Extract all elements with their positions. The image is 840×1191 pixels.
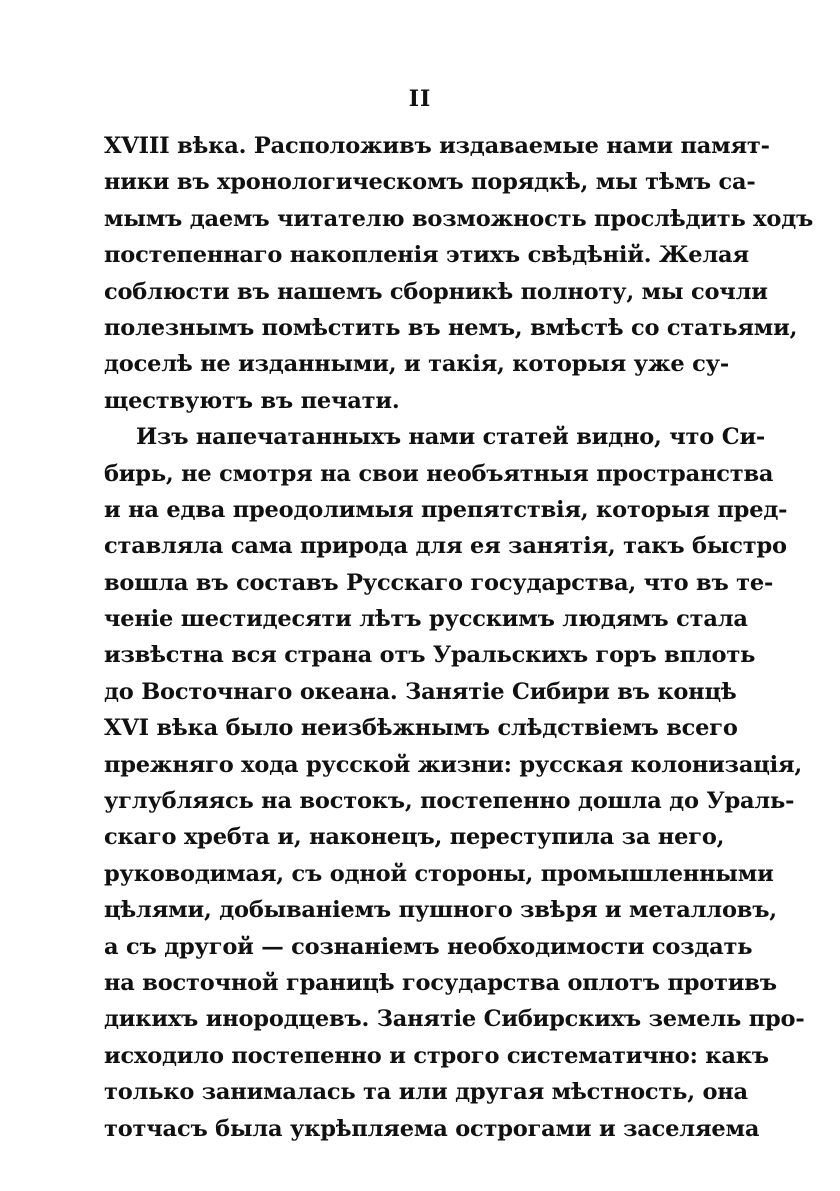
text-line: углубляясь на востокъ, постепенно дошла до Ураль-	[104, 788, 795, 815]
text-line: на восточной границѣ государства оплотъ противъ	[104, 969, 777, 996]
text-line: только занималась та или другая мѣстность, она	[104, 1079, 748, 1106]
text-line: и на едва преодолимыя препятствія, которыя пред-	[104, 496, 788, 523]
text-line: полезнымъ помѣстить въ немъ, вмѣстѣ со статьями,	[104, 314, 798, 341]
text-line: руководимая, съ одной стороны, промышленными	[104, 860, 774, 887]
paragraph-first-line: Изъ напечатанныхъ нами статей видно, что Си-	[136, 424, 766, 451]
page-number: II	[408, 86, 432, 112]
text-line: цѣлями, добываніемъ пушного звѣря и металловъ,	[104, 897, 777, 924]
text-line: до Восточнаго океана. Занятіе Сибири въ концѣ	[104, 678, 737, 705]
text-line: ники въ хронологическомъ порядкѣ, мы тѣмъ са-	[104, 169, 756, 196]
text-line: ченіе шестидесяти лѣтъ русскимъ людямъ стала	[104, 606, 748, 633]
text-line: дикихъ инородцевъ. Занятіе Сибирскихъ земель про-	[104, 1006, 805, 1033]
body-text	[104, 128, 814, 1147]
text-line: постепеннаго накопленія этихъ свѣдѣній. Желая	[104, 242, 749, 269]
text-line: мымъ даемъ читателю возможность прослѣдить ходъ	[104, 205, 814, 232]
text-line: вошла въ составъ Русскаго государства, что въ те-	[104, 569, 774, 596]
paragraph-last-line: ществуютъ въ печати.	[104, 387, 400, 414]
text-line: XVIII вѣка. Расположивъ издаваемые нами памят-	[104, 133, 770, 159]
text-line: XVI вѣка было неизбѣжнымъ слѣдствіемъ всего	[104, 715, 738, 742]
text-line: тотчасъ была укрѣпляема острогами и заселяема	[104, 1115, 760, 1142]
text-line: бирь, не смотря на свои необъятныя пространства	[104, 460, 774, 487]
text-line: прежняго хода русской жизни: русская колонизація,	[104, 751, 803, 778]
text-line: доселѣ не изданными, и такія, которыя уже су-	[104, 351, 729, 378]
text-line: скаго хребта и, наконецъ, переступила за него,	[104, 824, 725, 851]
text-line: извѣстна вся страна отъ Уральскихъ горъ вплоть	[104, 642, 756, 669]
text-line: ставляла сама природа для ея занятія, такъ быстро	[104, 533, 787, 560]
text-line: соблюсти въ нашемъ сборникѣ полноту, мы сочли	[104, 278, 768, 305]
text-line: исходило постепенно и строго систематично: какъ	[104, 1042, 769, 1069]
text-line: а съ другой — сознаніемъ необходимости создать	[104, 933, 753, 960]
